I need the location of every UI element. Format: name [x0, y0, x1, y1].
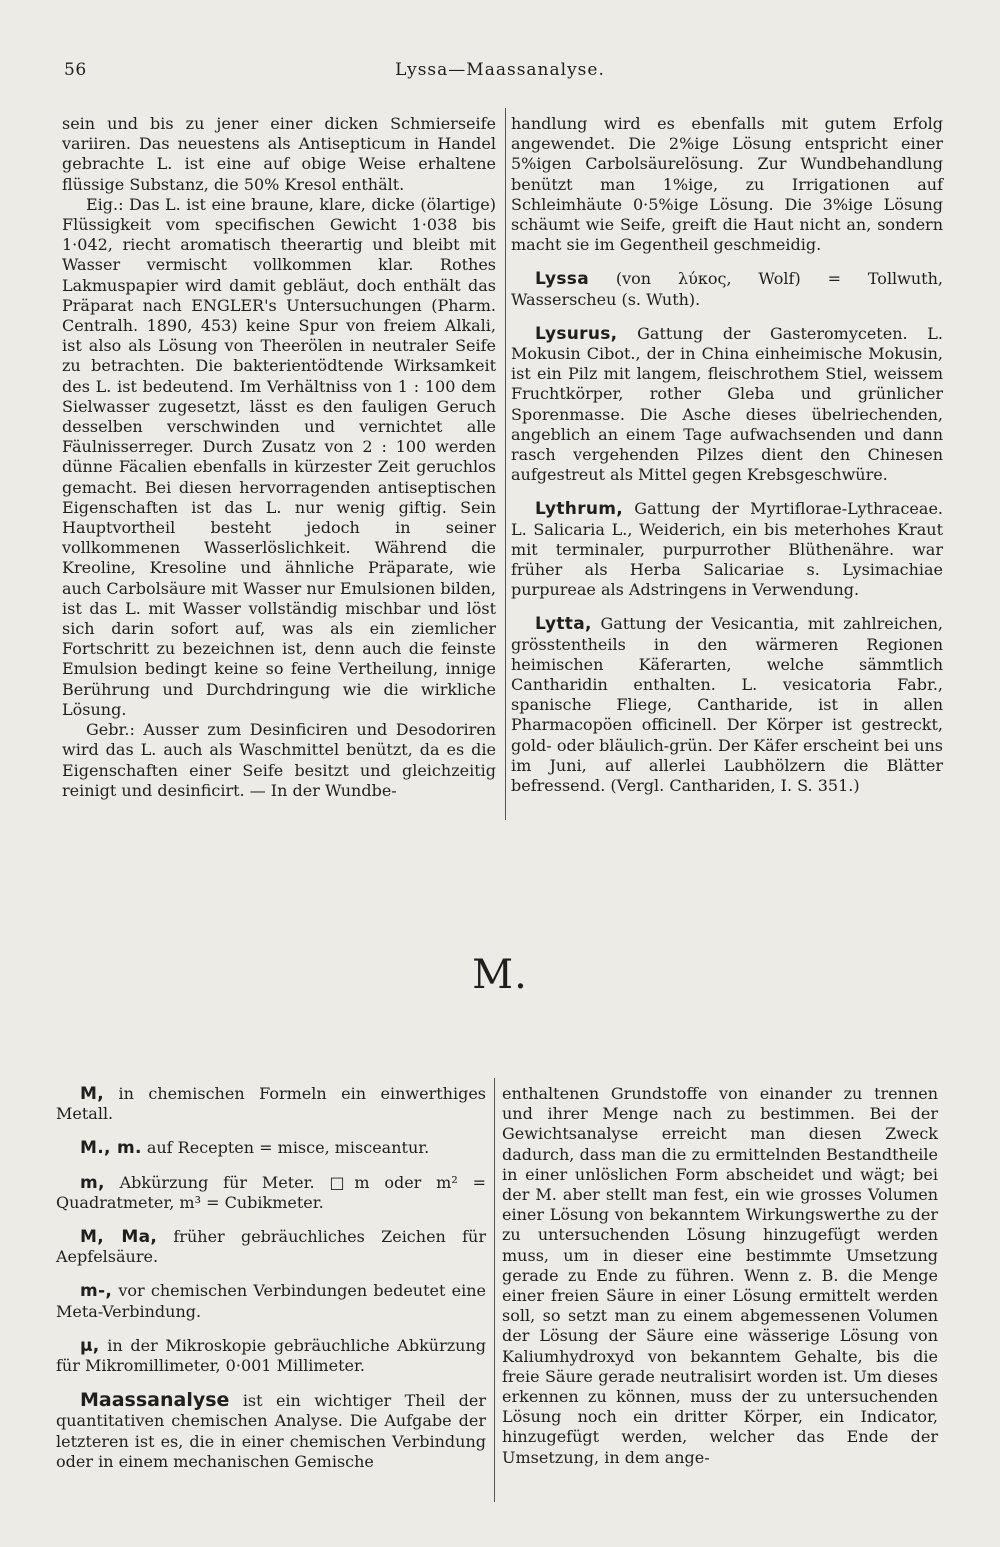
entry-meter: m, Abkürzung für Meter. □m oder m² = Quadratmeter, m³ = Cubikmeter.: [56, 1172, 486, 1212]
entry-lytta: Lytta, Gattung der Vesicantia, mit zahlreichen, grösstentheils in den wärmeren Regionen heimischen Käferarten, welche sämmtlich Cantharidin enthalten. L. vesicatoria Fabr., spanische Fliege, Cantharide, ist in allen Pharmacopöen officinell. Der Körper ist gestreckt, gold- oder bläulich-grün. Der Käfer erscheint bei uns im Juni, auf allerlei Laubhölzern die Blätter befressend. (Vergl. Canthariden, I. S. 351.): [511, 614, 943, 796]
page-number: 56: [64, 60, 87, 80]
paragraph: enthaltenen Grundstoffe von einander zu trennen und ihrer Menge nach zu bestimmen. Bei der Gewichtsanalyse erreicht man diesen Zweck dadurch, dass man die zu ermittelnden Bestandtheile in einer unlöslichen Form abscheidet und wägt; bei der M. aber stellt man fest, ein wie grosses Volumen einer Lösung von bekanntem Wirkungswerthe zu der zu untersuchenden Lösung hinzugefügt werden muss, um in dieser eine bestimmte Umsetzung gerade zu Ende zu führen. Wenn z. B. die Menge einer freien Säure in einer Lösung ermittelt werden soll, so setzt man zu einem abgemessenen Volumen der Lösung der Säure eine wässerige Lösung von Kaliumhydroxyd von bekanntem Gehalte, bis die freie Säure gerade neutralisirt worden ist. Um dieses erkennen zu können, muss der zu untersuchenden Lösung noch ein dritter Körper, ein Indicator, hinzugefügt werden, welcher das Ende der Umsetzung, in dem ange-: [502, 1084, 938, 1467]
entry-lysurus: Lysurus, Gattung der Gasteromyceten. L. Mokusin Cibot., der in China einheimische Mokusin, ist ein Pilz mit langem, fleischrothem Stiel, weissem Fruchtkörper, rother Gleba und grünlicher Sporenmasse. Die Asche dieses übelriechenden, angeblich an einem Tage aufwachsenden und dann rasch vergehenden Pilzes dient den Chinesen aufgestreut als Mittel gegen Krebsgeschwüre.: [511, 323, 943, 485]
top-right-column: [511, 114, 943, 796]
bottom-right-column: [502, 1084, 938, 1468]
headword: Lyssa: [535, 269, 589, 290]
running-title: Lyssa—Maassanalyse.: [395, 60, 605, 80]
top-left-column: [62, 114, 496, 801]
entry-m: M, in chemischen Formeln ein einwerthiges Metall.: [56, 1084, 486, 1124]
column-divider: [505, 108, 506, 820]
paragraph: handlung wird es ebenfalls mit gutem Erfolg angewendet. Die 2%ige Lösung entspricht einer 5%igen Carbolsäurelösung. Zur Wundbehandlung benützt man 1%ige, zu Irrigationen auf Schleimhäute 0·5%ige Lösung. Die 3%ige Lösung schäumt wie Seife, greift die Haut nicht an, sondern macht sie im Gegentheil geschmeidig.: [511, 114, 943, 255]
entry-ma: M, Ma, früher gebräuchliches Zeichen für Aepfelsäure.: [56, 1227, 486, 1267]
paragraph: Eig.: Das L. ist eine braune, klare, dicke (ölartige) Flüssigkeit vom specifischen Gewicht 1·038 bis 1·042, riecht aromatisch theerartig und bleibt mit Wasser vermischt vollkommen klar. Rothes Lakmuspapier wird damit gebläut, doch enthält das Präparat nach ENGLER's Untersuchungen (Pharm. Centralh. 1890, 453) keine Spur von freiem Alkali, ist also als Lösung von Theerölen in neutraler Seife zu betrachten. Die bakterientödtende Wirksamkeit des L. ist bedeutend. Im Verhältniss von 1 : 100 dem Sielwasser zugesetzt, lässt es den fauligen Geruch desselben verschwinden und vernichtet alle Fäulnisserreger. Durch Zusatz von 2 : 100 werden dünne Fäcalien ebenfalls in kürzester Zeit geruchlos gemacht. Bei diesen hervorragenden antiseptischen Eigenschaften ist das L. nur wenig giftig. Sein Hauptvortheil besteht jedoch in seiner vollkommenen Wasserlöslichkeit. Während die Kreoline, Kresoline und ähnliche Präparate, wie auch Carbolsäure mit Wasser nur Emulsionen bilden, ist das L. mit Wasser vollständig mischbar und löst sich darin sofort auf, was als ein ziemlicher Fortschritt zu bezeichnen ist, denn auch die feinste Emulsion bedingt keine so feine Vertheilung, innige Berührung und Durchdringung wie die wirkliche Lösung.: [62, 194, 496, 719]
entry-meta: m-, vor chemischen Verbindungen bedeutet eine Meta-Verbindung.: [56, 1281, 486, 1321]
entry-maassanalyse: Maassanalyse ist ein wichtiger Theil der quantitativen chemischen Analyse. Die Aufgabe der letzteren ist es, die in einer chemischen Verbindung oder in einem mechanischen Gemische: [56, 1389, 486, 1471]
entry-lyssa: Lyssa (von λύκος, Wolf) = Tollwuth, Wasserscheu (s. Wuth).: [511, 269, 943, 309]
paragraph: Gebr.: Ausser zum Desinficiren und Desodoriren wird das L. auch als Waschmittel benützt, da es die Eigenschaften einer Seife besitzt und gleichzeitig reinigt und desinficirt. — In der Wundbe-: [62, 720, 496, 800]
column-divider: [494, 1078, 495, 1502]
section-letter: M.: [472, 952, 528, 998]
headword: Lythrum,: [535, 499, 624, 520]
headword: Lysurus,: [535, 323, 618, 344]
headword: Lytta,: [535, 614, 592, 635]
entry-m-recepten: M., m. auf Recepten = misce, misceantur.: [80, 1138, 430, 1159]
bottom-left-column: [56, 1084, 486, 1472]
paragraph: sein und bis zu jener einer dicken Schmierseife variiren. Das neuestens als Antisepticum in Handel gebrachte L. ist eine auf obige Weise erhaltene flüssige Substanz, die 50% Kresol enthält.: [62, 114, 496, 194]
entry-lythrum: Lythrum, Gattung der Myrtiflorae-Lythraceae. L. Salicaria L., Weiderich, ein bis meterhohes Kraut mit terminaler, purpurrother Blüthenähre. war früher als Herba Salicariae s. Lysimachiae purpureae als Adstringens in Verwendung.: [511, 499, 943, 600]
entry-mu: μ, in der Mikroskopie gebräuchliche Abkürzung für Mikromillimeter, 0·001 Millimeter.: [56, 1335, 486, 1376]
